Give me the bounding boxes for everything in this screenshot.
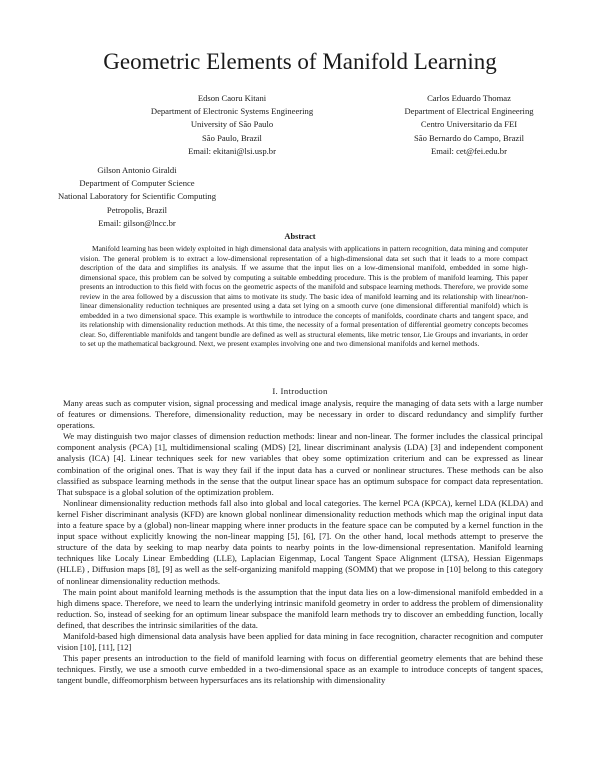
author-institution: University of São Paulo: [190, 119, 274, 130]
paragraph: Manifold-based high dimensional data analysis have been applied for data mining in face recognition, character recognition and computer vision [10], [11], [12]: [57, 630, 543, 653]
author-institution: Centro Universitario da FEI: [420, 119, 518, 130]
author-block-giraldi: [42, 164, 232, 230]
author-name: Gilson Antonio Giraldi: [97, 165, 177, 175]
introduction-body: [57, 398, 543, 686]
author-location: São Bernardo do Campo, Brazil: [413, 132, 525, 143]
paragraph: The main point about manifold learning methods is the assumption that the input data lies on a low-dimensional manifold embedded in a high dimens space. Therefore, we need to learn the underlying intrinsic manifold geometry in order to address the problem of dimensionality reduction. So, instead of seeking for an optimum linear subspace the manifold learn methods try to discover an embedding function, locally defined, that describes the intrinsic similarities of the data.: [57, 586, 543, 630]
paper-title: Geometric Elements of Manifold Learning: [103, 49, 497, 74]
abstract-text: Manifold learning has been widely exploited in high dimensional data analysis with applications in pattern recognition, data mining and computer vision. The general problem is to extract a low-dimensional representation of a high-dimensional data set such that it leads to a more compact description of the data and simplifies its analysis. If we assume that the input lies on a low-dimensional manifold, embedded in some high-dimensional space, this problem can be solved by computing a suitable embedding procedure. This is the problem of manifold learning. This paper presents an introduction to this field with focus on the geometric aspects of the manifold and subspace learning methods. Therefore, we provide some review in the area followed by a discussion that aims to motivate its study. The basic idea of manifold learning and its relationship with linear/non-linear dimensionality reduction techniques are presented using a data set lying on a smooth curve (one dimensional differential manifold) which is embedded in a two dimensional space. This example is worthwhile to introduce the concepts of manifolds, coordinate charts and tangent space, and its relationship with dimensionality reduction methods. At this time, the necessity of a formal presentation of differential geometry concepts becomes clear. So, differentiable manifolds and tangent bundle are defined as well as structural elements, like metric tensor, Lie Groups and invariants, in order to set up the mathematical background. Next, we present examples involving one and two dimensional manifolds and kernel methods.: [80, 244, 528, 349]
author-location: São Paulo, Brazil: [202, 132, 262, 143]
author-name: Edson Caoru Kitani: [197, 93, 267, 103]
author-block-kitani: [122, 92, 342, 158]
paragraph: We may distinguish two major classes of dimension reduction methods: linear and non-linear. The former includes the classical principal component analysis (PCA) [1], multidimensional scaling (MDS) [2], linear discriminant analysis (LDA) [3] and independent component analysis (ICA) [4]. Linear techniques seek for new variables that obey some optimization criterium and can be expressed as linear combination of the original ones. That is way they fail if the input data has a curved or nonlinear structures. These methods can be also classified as subspace learning methods in the sense that the output linear space has an optimum subspace for compact data representation. That subspace is a global solution of the optimization problem.: [57, 431, 543, 497]
author-name: Carlos Eduardo Thomaz: [427, 93, 511, 103]
author-location: Petropolis, Brazil: [106, 204, 168, 215]
paragraph: Many areas such as computer vision, signal processing and medical image analysis, require the managing of data sets with a large number of features or dimensions. Therefore, dimensionality reduction, may be necessary in order to discard redundancy and simplify further operations.: [57, 398, 543, 431]
author-email: Email: ekitani@lsi.usp.br: [188, 145, 276, 156]
author-department: Department of Electronic Systems Engineering: [150, 106, 314, 117]
section-heading-introduction: I. Introduction: [272, 386, 328, 396]
author-department: Department of Electrical Engineering: [404, 106, 534, 117]
author-block-thomaz: [384, 92, 554, 158]
abstract-heading: Abstract: [284, 232, 316, 241]
author-email: Email: cet@fei.edu.br: [431, 145, 507, 156]
author-department: Department of Computer Science: [79, 178, 195, 189]
author-email: Email: gilson@lncc.br: [98, 217, 176, 228]
author-institution: National Laboratory for Scientific Computing: [58, 191, 216, 202]
paragraph: This paper presents an introduction to the field of manifold learning with focus on differential geometry elements that are behind these techniques. Firstly, we use a smooth curve embedded in a two-dimensional space as an example to introduce concepts of tangent spaces, tangent bundle, diffeomorphism between hypersurfaces ans its relationship with dimensionality: [57, 653, 543, 686]
paragraph: Nonlinear dimensionality reduction methods fall also into global and local categories. The kernel PCA (KPCA), kernel LDA (KLDA) and kernel Fisher discriminant analysis (KFD) are known global nonlinear dimensionality reduction methods which map the original input data into a feature space by a (global) non-linear mapping where inner products in the feature space can be computed by a kernel function in the input space without explicitly knowing the non-linear mapping [5], [6], [7]. On the other hand, local methods attempt to preserve the structure of the data by seeking to map nearby data points to nearby points in the low-dimensional representation. Manifold learning techniques like Localy Linear Embedding (LLE), Laplacian Eigenmap, Local Tangent Space Alignment (LTSA), Hessian Eigenmaps (HLLE) , Diffusion maps [8], [9] as well as the self-organizing manifold mapping (SOMM) that we propose in [10] belong to this category of nonlinear dimensionality reduction methods.: [57, 497, 543, 586]
